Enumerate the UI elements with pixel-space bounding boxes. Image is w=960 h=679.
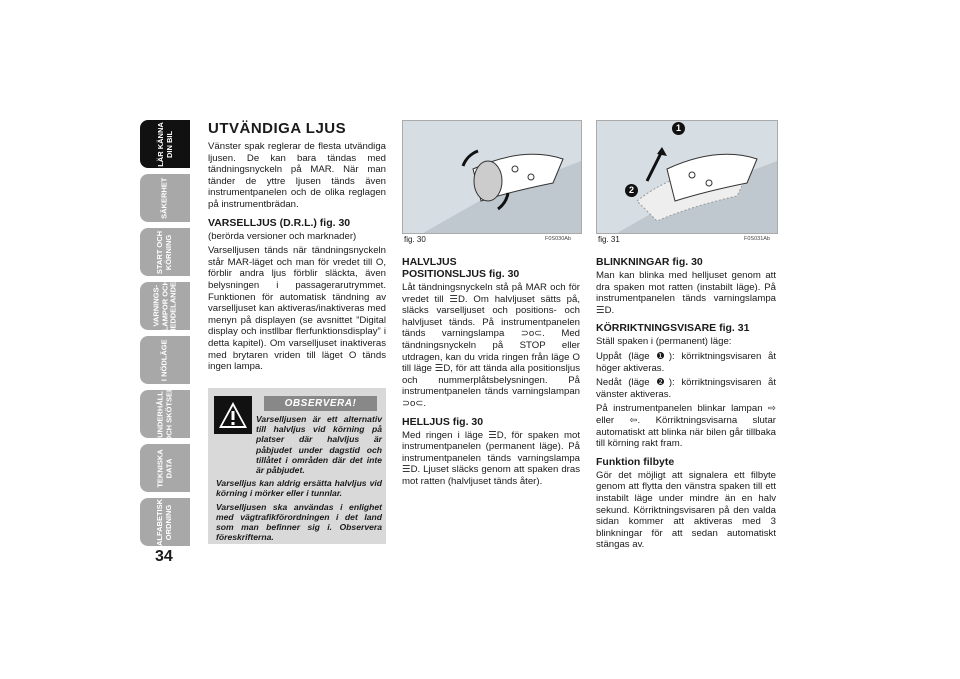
intro-text: Vänster spak reglerar de flesta utvändiga ljusen. De kan bara tändas med tändningsnyckeln på MAR. När man tänder de yttre ljusen tänds även instrumentpanelen och de olika reglagen på instrumentbrädan. xyxy=(208,141,386,210)
lane-change-heading: Funktion filbyte xyxy=(596,455,675,468)
drl-text: Varselljusen tänds när tändningsnyckeln står MAR-läget och man för vredet till O, förblir andra ljus förblir släckta, även belysningen i passagerarutrymmet. Funktionen för automatisk tändning av varselljuset kan aktiveras/inaktiveras med menyn på displayen (se avsnittet ”Digital display och instllbar flerfunktionsdisplay” i detta kapitel). Om varselljuset inaktiveras med brytaren vriden till läget O tänds ingen lampa. xyxy=(208,245,386,373)
tab-varningslampor[interactable] xyxy=(140,276,190,336)
figure-31-caption: fig. 31 xyxy=(598,235,620,244)
tab-alfabetisk[interactable] xyxy=(140,498,190,546)
figure-31-code: F0S031Ab xyxy=(744,236,770,242)
tab-label: START OCH KÖRNING xyxy=(155,230,173,274)
figure-30-lever-illustration xyxy=(402,120,582,234)
chapter-sidebar xyxy=(140,120,190,550)
figure-31-lever-illustration xyxy=(596,120,778,234)
lane-change-text: Gör det möjligt att signalera ett filbyte genom att flytta den vänstra spaken till ett instabilt läge under mindre än en halv sekund. Körriktningsvisaren på den valda sidan kommer att aktiveras med 3 blinkningar för att sedan automatiskt stängas av. xyxy=(596,469,776,551)
flash-heading: BLINKNINGAR fig. 30 xyxy=(596,256,703,268)
figure-30-code: F0S030Ab xyxy=(545,236,571,242)
tab-sakerhet[interactable] xyxy=(140,174,190,222)
page-number: 34 xyxy=(155,548,173,565)
tab-i-nodlage[interactable] xyxy=(140,336,190,384)
position-marker-2: 2 xyxy=(625,184,638,197)
warning-paragraph: Varselljusen ska användas i enlighet med vägtrafikförordningen i det land som man befinner sig i. Observera föreskrifterna. xyxy=(216,501,382,543)
warning-paragraph: Varselljus kan aldrig ersätta halvljus vid körning i mörker eller i tunnlar. xyxy=(216,478,382,499)
tab-underhall[interactable] xyxy=(140,386,190,442)
turn-signal-heading: KÖRRIKTNINGSVISARE fig. 31 xyxy=(596,322,750,335)
page-title: UTVÄNDIGA LJUS xyxy=(208,120,347,137)
column-3 xyxy=(596,256,776,554)
tab-label: LÄR KÄNNA DIN BIL xyxy=(155,121,173,167)
turn-signal-text: På instrumentpanelen blinkar lampan ⇨ eller ⇦. Körriktningsvisarna slutar automatiskt att blinka när bilen går tillbaka till körning rakt fram. xyxy=(596,403,776,450)
position-lights-text: Låt tändningsnyckeln stå på MAR och för vredet till ☰D. Om halvljuset sätts på, släcks varselljuset och positions- och halvljuset tänds. På instrumentpanelen tänds varningslampa ⊃o⊂. Med tändningsnyckeln på STOP eller utdragen, kan du vrida ringen från läge O till läge ☰D, för att tända alla positionsljus och nummerplåtsbelysningen. På instrumentpanelen tänds varningslampan ⊃o⊂. xyxy=(402,282,580,409)
warning-paragraph: Varselljusen är ett alternativ till halvljus vid körning på platser där halvljus är påbjudet under dagstid och tillåtet i områden där det inte är påbjudet. xyxy=(256,414,382,476)
tab-label: SÄKERHET xyxy=(159,177,169,219)
turn-signal-down: Nedåt (läge ❷): körriktningsvisaren åt vänster aktiveras. xyxy=(596,377,776,400)
tab-label: I NÖDLÄGE xyxy=(159,339,169,381)
flash-text: Man kan blinka med helljuset genom att dra spaken mot ratten (instabilt läge). På instrumentpanelen tänds varningslampa ☰D. xyxy=(596,270,776,316)
tab-label: VARNINGS- LAMPOR OCH MEDDELANDEN xyxy=(151,276,178,336)
tab-start-korning[interactable] xyxy=(140,228,190,276)
tab-label: UNDERHÅLL OCH SKÖTSEL xyxy=(155,386,174,442)
position-marker-1: 1 xyxy=(672,122,685,135)
warning-box xyxy=(208,388,386,544)
tab-label: TEKNISKA DATA xyxy=(155,448,173,488)
turn-signal-intro: Ställ spaken i (permanent) läge: xyxy=(596,336,732,348)
warning-text xyxy=(216,414,382,545)
tab-lar-kanna[interactable] xyxy=(140,120,190,168)
drl-subheading: (berörda versioner och marknader) xyxy=(208,230,357,242)
turn-signal-up: Uppåt (läge ❶): körriktningsvisaren åt höger aktiveras. xyxy=(596,350,776,374)
drl-heading: VARSELLJUS (D.R.L.) fig. 30 xyxy=(208,216,351,229)
high-beam-heading: HELLJUS fig. 30 xyxy=(402,415,484,428)
warning-title: OBSERVERA! xyxy=(264,396,377,411)
figure-30-caption: fig. 30 xyxy=(404,235,426,244)
position-lights-heading: HALVLJUS POSITIONSLJUS fig. 30 xyxy=(402,256,520,280)
column-2 xyxy=(402,256,580,491)
tab-tekniska-data[interactable] xyxy=(140,444,190,492)
column-1 xyxy=(208,141,386,376)
high-beam-text: Med ringen i läge ☰D, för spaken mot instrumentpanelen (permanent läge). På instrumentpanelen tänds varningslampa ☰D. Ljuset släcks genom att spaken dras mot ratten (halvljuset tänds åter). xyxy=(402,429,580,487)
tab-label: ALFABETISK ORDNING xyxy=(155,498,173,546)
